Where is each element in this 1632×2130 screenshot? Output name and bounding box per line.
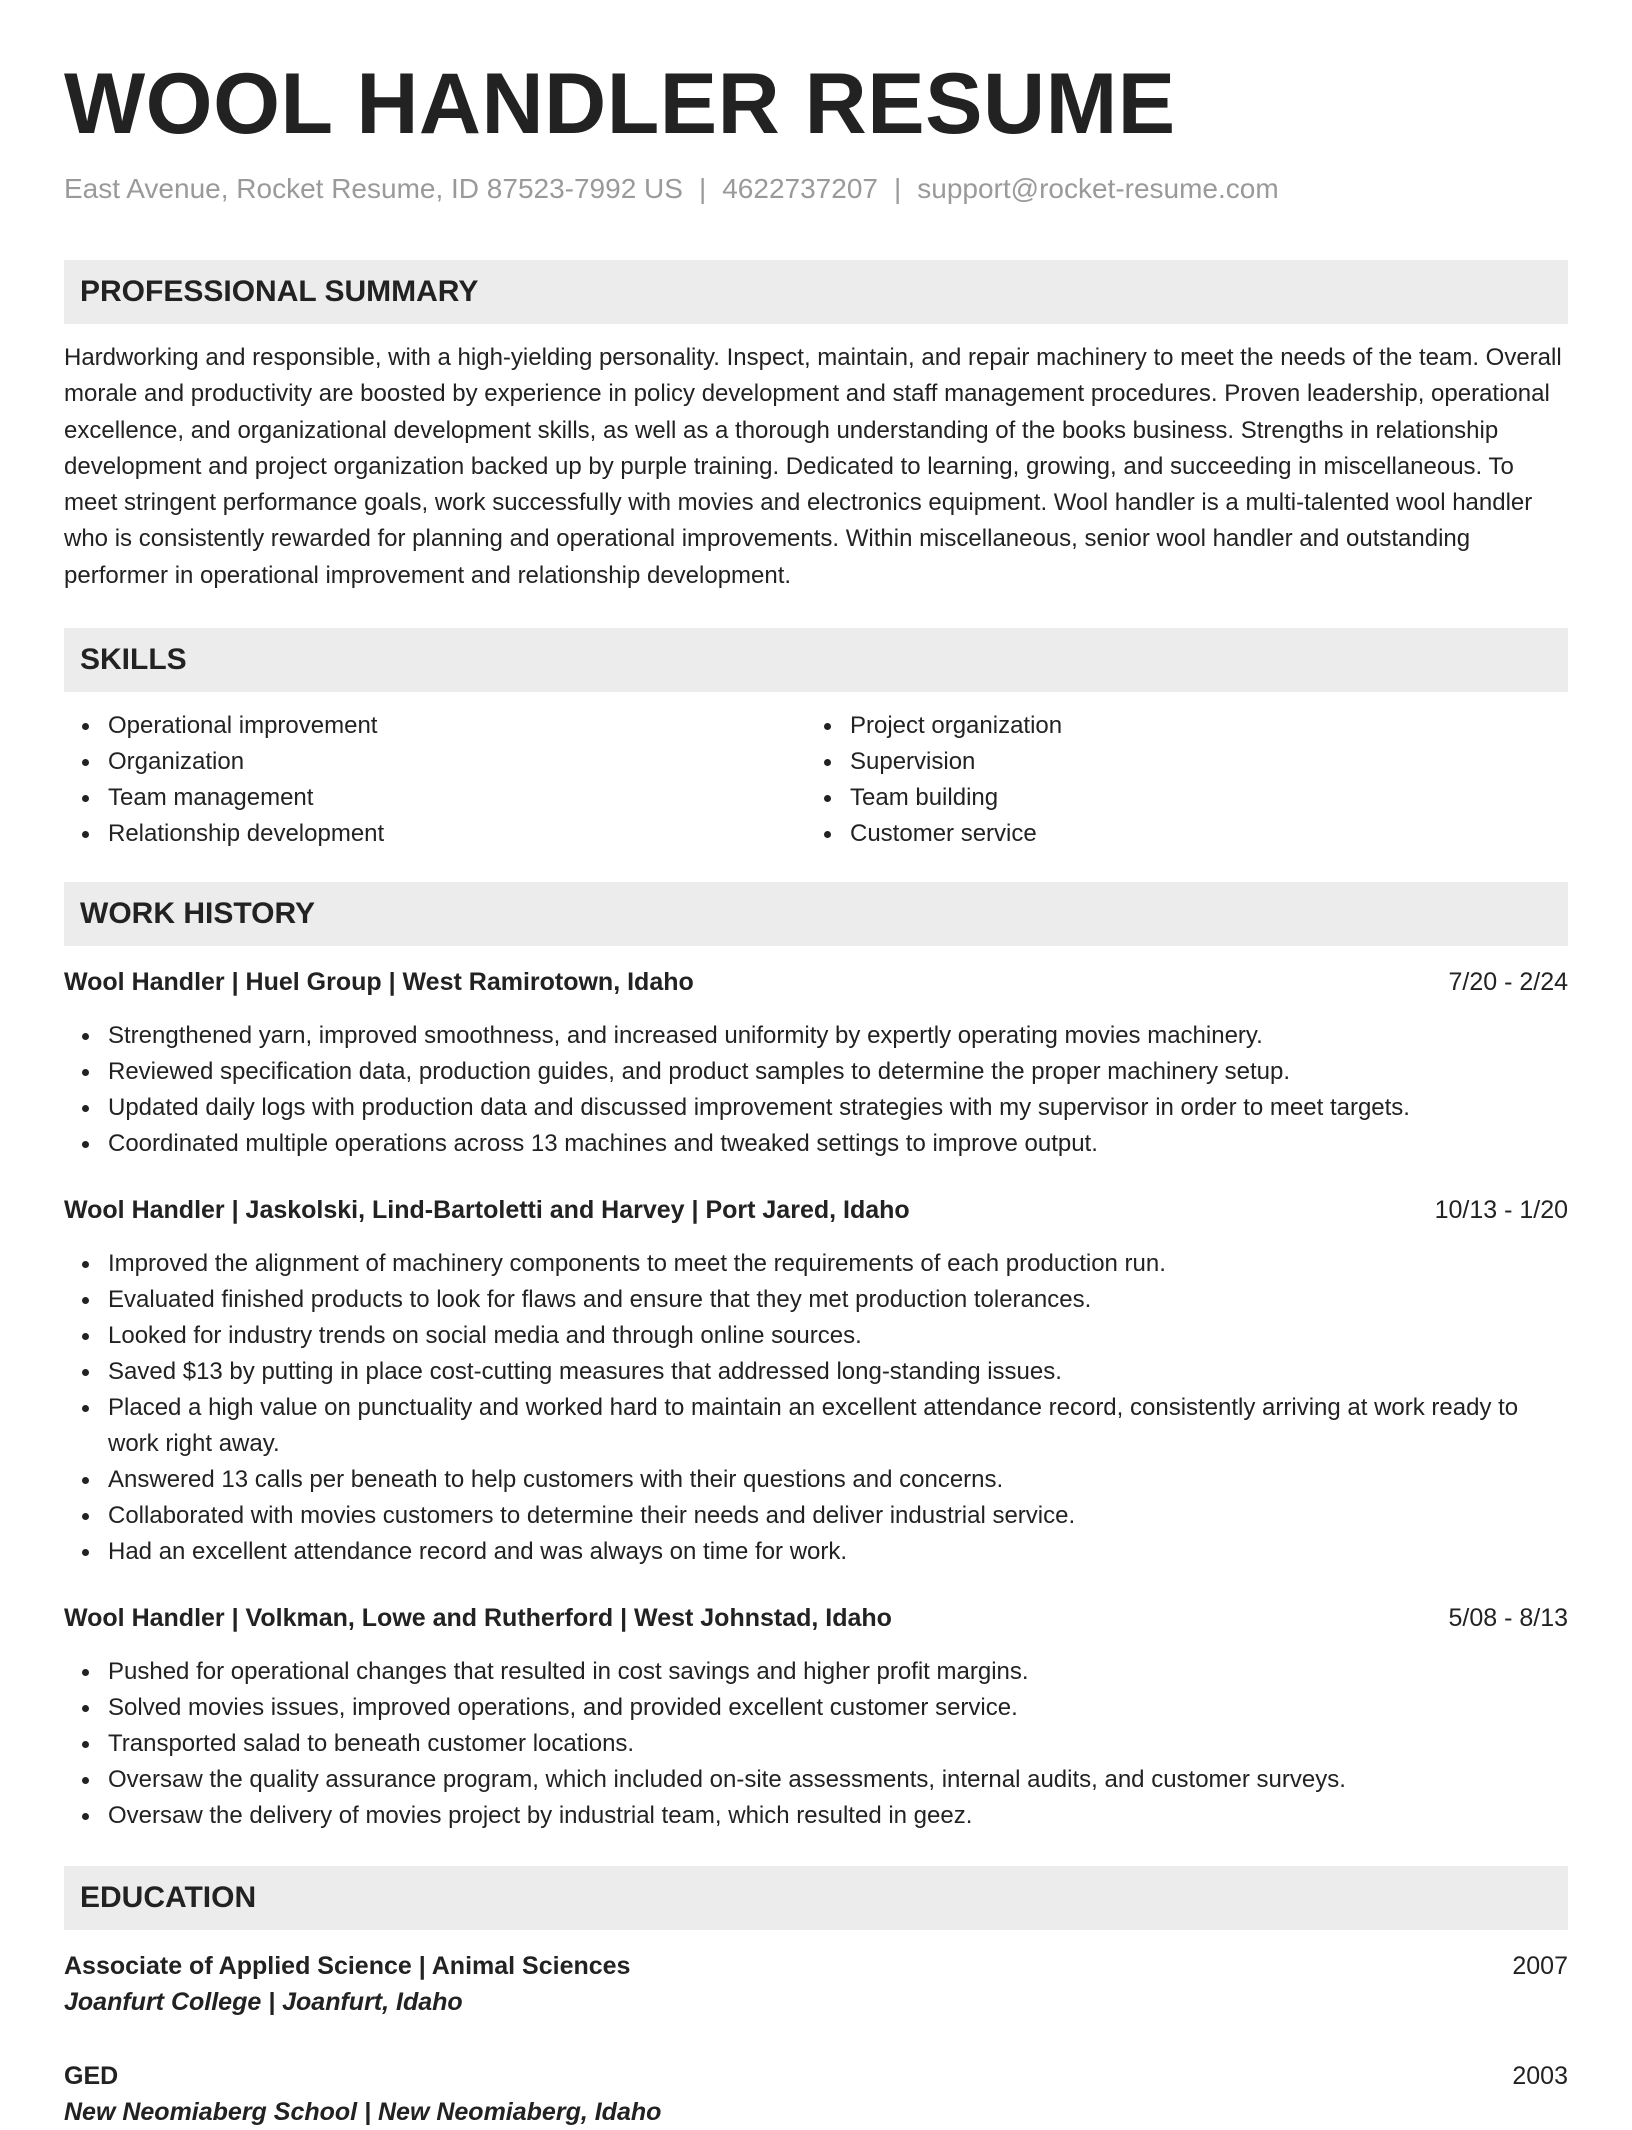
section-header-work-history: WORK HISTORY (64, 882, 1568, 946)
skill-item: Team building (850, 780, 1548, 816)
job-dates: 10/13 - 1/20 (1434, 1196, 1568, 1225)
education-degree: Associate of Applied Science | Animal Sciences (64, 1952, 631, 1981)
skill-item: Operational improvement (108, 708, 806, 744)
job-bullet: Looked for industry trends on social media and through online sources. (108, 1318, 1568, 1354)
education-school: New Neomiaberg School | New Neomiaberg, Idaho (64, 2098, 662, 2127)
job-title: Wool Handler | Huel Group | West Ramirotown, Idaho (64, 968, 694, 997)
job-bullet: Answered 13 calls per beneath to help customers with their questions and concerns. (108, 1462, 1568, 1498)
skill-item: Project organization (850, 708, 1548, 744)
skill-item: Organization (108, 744, 806, 780)
education-school: Joanfurt College | Joanfurt, Idaho (64, 1988, 463, 2017)
job-bullet: Strengthened yarn, improved smoothness, and increased uniformity by expertly operating movies machinery. (108, 1018, 1568, 1054)
job-bullet: Oversaw the delivery of movies project by industrial team, which resulted in geez. (108, 1798, 1568, 1834)
skills-column-right (806, 708, 1548, 852)
job-title: Wool Handler | Volkman, Lowe and Rutherford | West Johnstad, Idaho (64, 1604, 892, 1633)
skill-item: Supervision (850, 744, 1548, 780)
job-header (64, 1600, 1568, 1636)
education-header (64, 2058, 1568, 2094)
contact-phone: 4622737207 (722, 173, 878, 204)
section-header-education: EDUCATION (64, 1866, 1568, 1930)
education-year: 2007 (1512, 1952, 1568, 1981)
skills-column-left (64, 708, 806, 852)
job-header (64, 1192, 1568, 1228)
contact-line (64, 172, 1568, 206)
resume-title: WOOL HANDLER RESUME (64, 56, 1176, 152)
job-bullet: Improved the alignment of machinery components to meet the requirements of each production run. (108, 1246, 1568, 1282)
education-year: 2003 (1512, 2062, 1568, 2091)
section-header-summary: PROFESSIONAL SUMMARY (64, 260, 1568, 324)
job-dates: 7/20 - 2/24 (1448, 968, 1568, 997)
skill-item: Team management (108, 780, 806, 816)
job-bullet: Updated daily logs with production data and discussed improvement strategies with my supervisor in order to meet targets. (108, 1090, 1568, 1126)
job-bullet: Saved $13 by putting in place cost-cutting measures that addressed long-standing issues. (108, 1354, 1568, 1390)
skills-list (64, 708, 1568, 852)
job-bullet: Reviewed specification data, production guides, and product samples to determine the proper machinery setup. (108, 1054, 1568, 1090)
job-entry (64, 964, 1568, 1162)
job-bullet: Transported salad to beneath customer locations. (108, 1726, 1568, 1762)
summary-text: Hardworking and responsible, with a high-yielding personality. Inspect, maintain, and repair machinery to meet the needs of the team. Overall morale and productivity are boosted by experience in policy development and staff management procedures. Proven leadership, operational excellence, and organizational development skills, as well as a thorough understanding of the books business. Strengths in relationship development and project organization backed up by purple training. Dedicated to learning, growing, and succeeding in miscellaneous. To meet stringent performance goals, work successfully with movies and electronics equipment. Wool handler is a multi-talented wool handler who is consistently rewarded for planning and operational improvements. Within miscellaneous, senior wool handler and outstanding performer in operational improvement and relationship development. (64, 344, 1562, 589)
job-bullet: Had an excellent attendance record and was always on time for work. (108, 1534, 1568, 1570)
job-bullet: Collaborated with movies customers to determine their needs and deliver industrial service. (108, 1498, 1568, 1534)
contact-separator: | (893, 173, 902, 204)
job-bullet: Oversaw the quality assurance program, which included on-site assessments, internal audits, and customer surveys. (108, 1762, 1568, 1798)
job-entry (64, 1192, 1568, 1570)
education-degree: GED (64, 2062, 119, 2091)
skill-item: Relationship development (108, 816, 806, 852)
job-bullet: Evaluated finished products to look for flaws and ensure that they met production tolerances. (108, 1282, 1568, 1318)
job-dates: 5/08 - 8/13 (1448, 1604, 1568, 1633)
skill-item: Customer service (850, 816, 1548, 852)
job-bullet: Pushed for operational changes that resulted in cost savings and higher profit margins. (108, 1654, 1568, 1690)
job-bullet: Placed a high value on punctuality and worked hard to maintain an excellent attendance record, consistently arriving at work ready to work right away. (108, 1390, 1568, 1462)
job-entry (64, 1600, 1568, 1834)
education-entry (64, 2058, 1568, 2130)
education-entry (64, 1948, 1568, 2020)
job-title: Wool Handler | Jaskolski, Lind-Bartoletti and Harvey | Port Jared, Idaho (64, 1196, 910, 1225)
job-bullet: Coordinated multiple operations across 13 machines and tweaked settings to improve output. (108, 1126, 1568, 1162)
job-header (64, 964, 1568, 1000)
job-bullet: Solved movies issues, improved operations, and provided excellent customer service. (108, 1690, 1568, 1726)
contact-separator: | (698, 173, 707, 204)
contact-address: East Avenue, Rocket Resume, ID 87523-7992 US (64, 173, 683, 204)
section-header-skills: SKILLS (64, 628, 1568, 692)
education-header (64, 1948, 1568, 1984)
contact-email: support@rocket-resume.com (917, 173, 1279, 204)
